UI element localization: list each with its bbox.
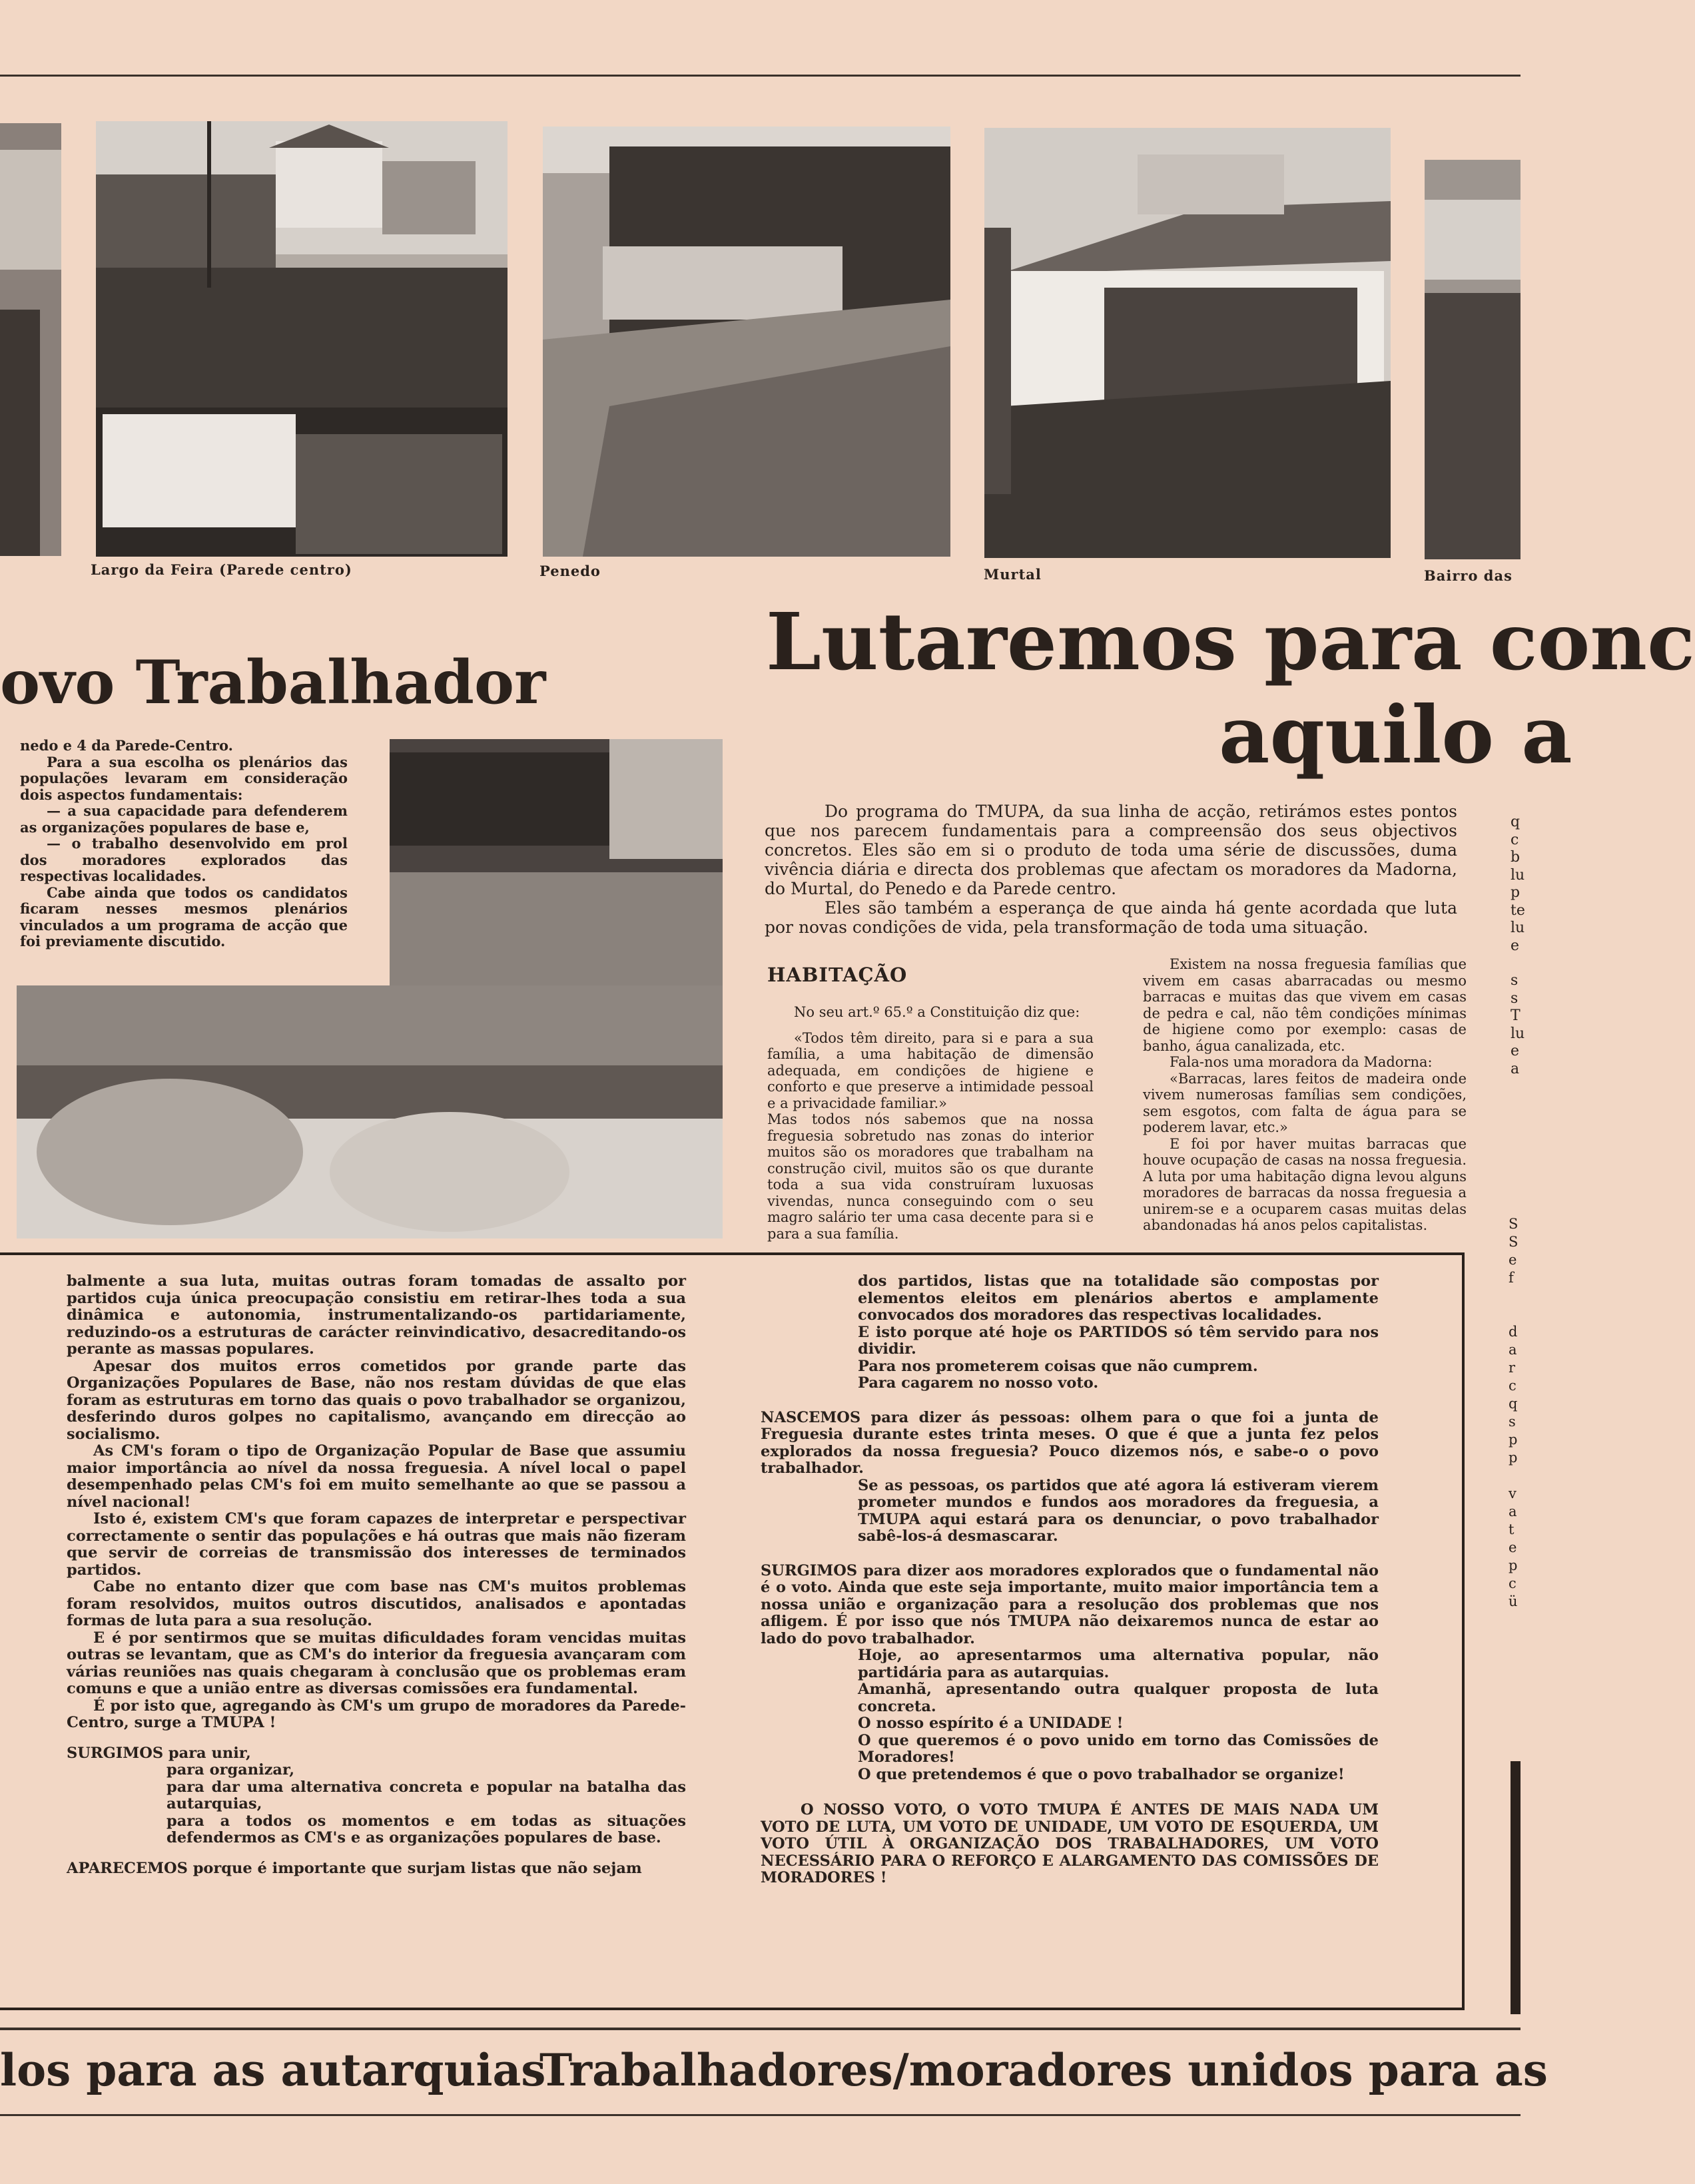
habitacao-col1 xyxy=(767,1004,1094,1242)
box-left-p6: E é por sentirmos que se muitas dificuldades foram vencidas muitas outras se levantam, que as CM's do interior da freguesia avançaram com várias reuniões nas quais chegaram à conclusão que os problemas eram comuns e que a união entre as diversas comissões era fundamental. xyxy=(67,1629,686,1697)
stub-line: b xyxy=(1511,849,1521,866)
surgimos-item: para a todos os momentos e em todas as situações defendermos as CM's e as organizações populares de base. xyxy=(167,1812,686,1846)
stub-line: v xyxy=(1509,1486,1517,1502)
stub-line: ü xyxy=(1509,1593,1518,1609)
edge-stub-lower xyxy=(1509,1215,1518,1611)
surgimos-list xyxy=(67,1762,686,1847)
caption-murtal: Murtal xyxy=(984,566,1042,583)
stub-line: q xyxy=(1511,814,1521,830)
nascemos-paragraph xyxy=(761,1410,1379,1478)
stub-line: e xyxy=(1511,937,1520,954)
edge-stub-upper xyxy=(1511,814,1525,1078)
surgimos-item: para organizar, xyxy=(167,1761,295,1778)
stub-line: S xyxy=(1509,1234,1519,1250)
stub-line: e xyxy=(1509,1252,1517,1268)
sidebar-p2: Para a sua escolha os plenários das populações levaram em consideração dois aspectos fundamentais: xyxy=(20,753,348,803)
stub-line: c xyxy=(1509,1575,1517,1591)
surgimos2-label: SURGIMOS xyxy=(761,1561,858,1579)
surgimos2-text: para dizer aos moradores explorados que o fundamental não é o voto. Ainda que este seja importante, muito maior importância tem a nossa união e organização para a resolução dos problemas que nos afligem. É por isso que nós TMUPA não deixaremos nunca de estar ao lado do povo trabalhador. xyxy=(761,1561,1379,1647)
box-right-m2: Amanhã, apresentando outra qualquer proposta de luta concreta. xyxy=(858,1681,1379,1715)
footer-slogan-left: los para as autarquias xyxy=(0,2044,546,2096)
stub-line: a xyxy=(1509,1342,1517,1358)
box-left-p3: As CM's foram o tipo de Organização Popular de Base que assumiu maior importância ao nível da nossa freguesia. A nível local o papel desempenhado pelas CM's foi em muito semelhante ao que se passou a nível nacional! xyxy=(67,1442,686,1511)
stub-line: p xyxy=(1511,884,1521,901)
box-left-p2: Apesar dos muitos erros cometidos por grande parte das Organizações Populares de Base, não nos restam dúvidas de que elas foram as estruturas em torno das quais o povo trabalhador se organizou, desferindo duros golpes no capitalismo, avançando em direcção ao socialismo. xyxy=(67,1357,686,1443)
stub-line: a xyxy=(1509,1503,1517,1519)
stub-line: c xyxy=(1511,831,1519,848)
left-sidebar-text xyxy=(20,738,348,950)
stub-line: p xyxy=(1509,1557,1518,1573)
intro-p1: Do programa do TMUPA, da sua linha de acção, retirámos estes pontos que nos parecem fundamentais para a compreensão dos seus objectivos concretos. Eles são em si o produto de toda uma série de discussões, duma vivência diária e directa dos problemas que afectam os moradores da Madorna, do Murtal, do Penedo e da Parede centro. xyxy=(765,802,1457,898)
box-right-l1: dos partidos, listas que na totalidade são compostas por elementos eleitos em plenários abertos e amplamente convocados dos moradores das respectivas localidades. xyxy=(858,1272,1379,1324)
stub-line: a xyxy=(1511,1060,1520,1077)
photo-bairro xyxy=(1425,160,1521,559)
stub-line: s xyxy=(1511,972,1519,989)
surgimos-item: para dar uma alternativa concreta e popular na batalha das autarquias, xyxy=(167,1778,686,1812)
boxed-left-column xyxy=(67,1273,686,1877)
photo-crowd-upper xyxy=(390,739,723,992)
stub-line: c xyxy=(1509,1378,1517,1394)
sidebar-p4: — o trabalho desenvolvido em prol dos moradores explorados das respectivas localidades. xyxy=(20,835,348,884)
stub-line: f xyxy=(1509,1270,1514,1286)
photo-penedo xyxy=(543,127,950,557)
stub-line: r xyxy=(1509,1360,1516,1376)
footer-rule-top xyxy=(0,2028,1521,2030)
stub-line xyxy=(1509,1467,1518,1485)
stub-line: lu xyxy=(1511,920,1525,936)
sidebar-p1: nedo e 4 da Parede-Centro. xyxy=(20,737,233,754)
right-intro xyxy=(765,802,1457,937)
left-headline: ovo Trabalhador xyxy=(0,647,546,718)
box-right-m4: O que queremos é o povo unido em torno das Comissões de Moradores! xyxy=(858,1731,1379,1766)
hab-c1-p2: «Todos têm direito, para si e para a sua família, a uma habitação de dimensão adequada, em condições de higiene e conforto e que preserve a intimidade pessoal e a privacidade familiar.» xyxy=(767,1029,1094,1111)
box-left-p7: É por isto que, agregando às CM's um grupo de moradores da Parede-Centro, surge a TMUPA ! xyxy=(67,1697,686,1731)
boxed-right-column xyxy=(761,1273,1379,1887)
stub-line: lu xyxy=(1511,1025,1525,1042)
stub-line: S xyxy=(1509,1216,1519,1232)
stub-line: q xyxy=(1509,1396,1518,1412)
habitacao-col2 xyxy=(1143,956,1467,1234)
stub-line: e xyxy=(1511,1043,1520,1059)
sidebar-p5: Cabe ainda que todos os candidatos ficaram nesses mesmos plenários vinculados a um programa de acção que foi previamente discutido. xyxy=(20,884,348,950)
closing-statement: O NOSSO VOTO, O VOTO TMUPA É ANTES DE MAIS NADA UM VOTO DE LUTA, UM VOTO DE UNIDADE, UM VOTO DE ESQUERDA, UM VOTO ÚTIL À ORGANIZAÇÃO DOS TRABALHADORES, UM VOTO NECESSÁRIO PARA O REFORÇO E ALARGAMENTO DAS COMISSÕES DE MORADORES ! xyxy=(761,1801,1379,1886)
stub-line xyxy=(1511,955,1525,972)
photo-crowd-lower xyxy=(17,985,723,1238)
photo-largo-da-feira xyxy=(96,121,508,557)
stub-line: T xyxy=(1511,1007,1521,1024)
stub-line: s xyxy=(1509,1414,1516,1430)
stub-line: p xyxy=(1509,1432,1518,1448)
stub-line: p xyxy=(1509,1450,1518,1466)
box-right-m3: O nosso espírito é a UNIDADE ! xyxy=(858,1715,1124,1732)
hab-c2-p3: «Barracas, lares feitos de madeira onde vivem numerosas famílias sem condições, sem esgotos, com falta de água para se poderem lavar, etc.» xyxy=(1143,1070,1467,1135)
footer-slogan-right: Trabalhadores/moradores unidos para as xyxy=(539,2044,1548,2096)
box-left-p1: balmente a sua luta, muitas outras foram tomadas de assalto por partidos cuja única preocupação consistiu em retirar-lhes toda a sua dinâmica e autonomia, instrumentalizando-os partidariamente, reduzindo-os a estruturas de carácter reinvindicativo, desacreditando-os perante as massas populares. xyxy=(67,1272,686,1358)
caption-penedo: Penedo xyxy=(539,563,601,579)
stub-line: t xyxy=(1509,1521,1515,1537)
photo-murtal xyxy=(984,128,1391,558)
stub-line: d xyxy=(1509,1324,1518,1340)
intro-p2: Eles são também a esperança de que ainda há gente acordada que luta por novas condições de vida, pela transformação de toda uma situação. xyxy=(765,898,1457,937)
hab-c1-p1: No seu art.º 65.º a Constituição diz que: xyxy=(794,1004,1080,1020)
hab-c1-p3: Mas todos nós sabemos que na nossa freguesia sobretudo nas zonas do interior muitos são os moradores que trabalham na construção civil, muitos são os que durante toda a sua vida construíram luxuosas vivendas, nunca conseguindo com o seu magro salário ter uma casa decente para si e para a sua família. xyxy=(767,1111,1094,1242)
box-right-l3: Para nos prometerem coisas que não cumprem. xyxy=(858,1357,1258,1375)
nascemos-text: para dizer ás pessoas: olhem para o que foi a junta de Freguesia durante estes trinta meses. O que é que a junta fez pelos explorados da nossa freguesia? Pouco dizemos nós, e sabe-o o povo trabalhador. xyxy=(761,1408,1379,1477)
stub-line: s xyxy=(1511,989,1519,1007)
caption-bairro: Bairro das xyxy=(1424,567,1513,584)
hab-c2-p4: E foi por haver muitas barracas que houve ocupação de casas na nossa freguesia. A luta por uma habitação digna levou alguns moradores de barracas da nossa freguesia a unirem-se e a ocuparem casas muitas delas abandonadas há anos pelos capitalistas. xyxy=(1143,1135,1467,1233)
stub-line: lu xyxy=(1511,866,1525,884)
stub-line: te xyxy=(1511,902,1525,919)
habitacao-title: HABITAÇÃO xyxy=(767,963,908,986)
box-right-l2: E isto porque até hoje os PARTIDOS só têm servido para nos dividir. xyxy=(858,1323,1379,1358)
photo-edge-left xyxy=(0,123,61,556)
surgimos-intro: SURGIMOS para unir, xyxy=(67,1744,251,1762)
box-right-m5: O que pretendemos é que o povo trabalhador se organize! xyxy=(858,1765,1345,1783)
hab-c2-p2: Fala-nos uma moradora da Madorna: xyxy=(1170,1054,1433,1070)
hab-c2-p1: Existem na nossa freguesia famílias que vivem em casas abarracadas ou mesmo barracas e muitas das que vivem em casas de pedra e cal, não têm condições mínimas de higiene como por exemplo: casas de banho, água canalizada, etc. xyxy=(1143,956,1467,1054)
box-right-m1: Hoje, ao apresentarmos uma alternativa popular, não partidária para as autarquias. xyxy=(858,1647,1379,1681)
aparecemos-line: APARECEMOS porque é importante que surjam listas que não sejam xyxy=(67,1859,642,1877)
right-headline-line1: Lutaremos para conc xyxy=(766,595,1695,688)
surgimos2-paragraph xyxy=(761,1563,1379,1648)
right-headline-line2: aquilo a xyxy=(1219,688,1572,781)
footer-rule-bottom xyxy=(0,2114,1521,2116)
box-left-p5: Cabe no entanto dizer que com base nas CM's muitos problemas foram resolvidos, muitos outros discutidos, analisados e apontadas formas de luta para a sua resolução. xyxy=(67,1578,686,1629)
stub-line xyxy=(1509,1287,1518,1305)
sidebar-p3: — a sua capacidade para defenderem as organizações populares de base e, xyxy=(20,802,348,836)
edge-box-corner xyxy=(1511,1761,1521,2014)
nascemos-more: Se as pessoas, os partidos que até agora lá estiveram vierem prometer mundos e fundos aos moradores da freguesia, a TMUPA aqui estará para os denunciar, o povo trabalhador sabê-los-á desmascarar. xyxy=(858,1476,1379,1545)
stub-line xyxy=(1509,1305,1518,1323)
box-left-p4: Isto é, existem CM's que foram capazes de interpretar e perspectivar correctamente o sentir das populações e há outras que mais não fizeram que servir de correias de transmissão dos interesses de terminados partidos. xyxy=(67,1510,686,1579)
nascemos-label: NASCEMOS xyxy=(761,1408,861,1426)
caption-largo: Largo da Feira (Parede centro) xyxy=(91,561,352,578)
top-rule xyxy=(0,75,1521,77)
stub-line: e xyxy=(1509,1539,1517,1555)
box-right-l4: Para cagarem no nosso voto. xyxy=(858,1374,1099,1392)
